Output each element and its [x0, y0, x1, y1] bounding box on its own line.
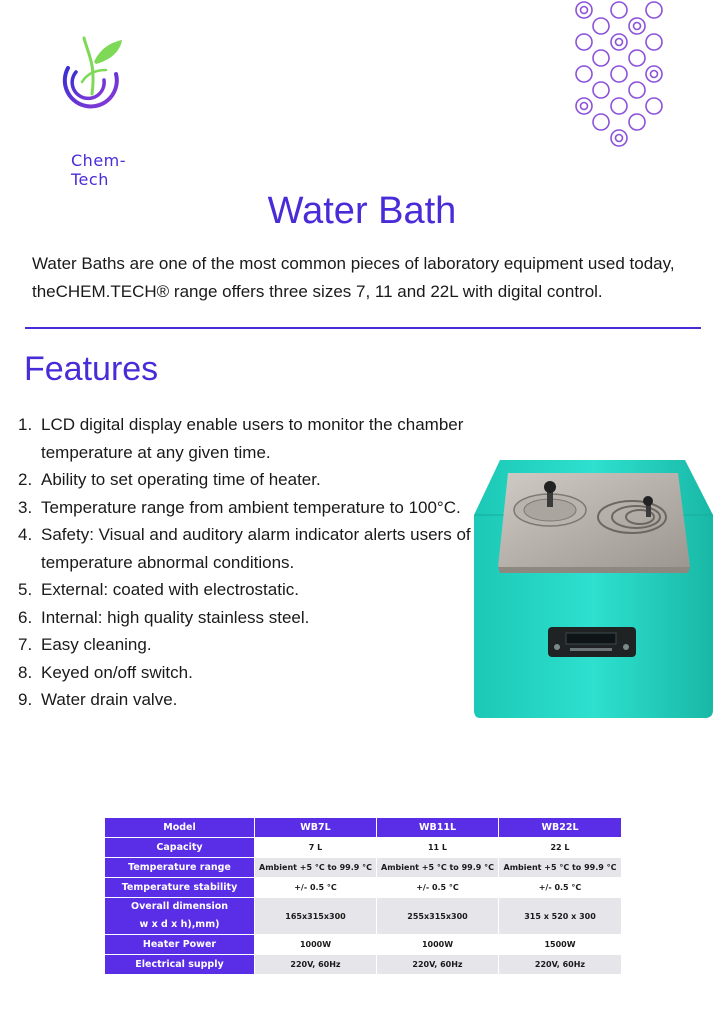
feature-item: 8. Keyed on/off switch. [18, 662, 193, 682]
table-cell: +/- 0.5 °C [499, 878, 622, 898]
page-title: Water Bath [267, 190, 457, 232]
water-bath-photo-icon [470, 455, 715, 720]
table-cell: 220V, 60Hz [499, 955, 622, 975]
specs-table [104, 817, 622, 975]
table-cell: 22 L [499, 838, 622, 858]
table-row [105, 878, 622, 898]
feature-item: 4. Safety: Visual and auditory alarm indicator alerts users of temperature abnormal conditions. [18, 525, 471, 572]
brand-name: Chem-Tech [71, 151, 127, 189]
column-header: Model [105, 818, 255, 838]
feature-item: 3. Temperature range from ambient temperature to 100°C. [18, 497, 461, 517]
row-label [105, 898, 255, 935]
table-cell: 11 L [377, 838, 499, 858]
row-label: Temperature range [105, 858, 255, 878]
table-cell: +/- 0.5 °C [255, 878, 377, 898]
table-header-row [105, 818, 622, 838]
table-cell: Ambient +5 °C to 99.9 °C [255, 858, 377, 878]
table-cell: 220V, 60Hz [377, 955, 499, 975]
features-list [18, 411, 488, 714]
feature-item: 1. LCD digital display enable users to monitor the chamber temperature at any given time. [18, 415, 464, 462]
table-row [105, 898, 622, 935]
feature-item: 7. Easy cleaning. [18, 635, 152, 654]
column-header: WB11L [377, 818, 499, 838]
row-label: Electrical supply [105, 955, 255, 975]
table-row [105, 858, 622, 878]
table-cell: 1500W [499, 935, 622, 955]
table-cell: Ambient +5 °C to 99.9 °C [499, 858, 622, 878]
section-divider [25, 327, 701, 329]
table-cell: 220V, 60Hz [255, 955, 377, 975]
feature-item: 6. Internal: high quality stainless steel. [18, 607, 310, 627]
table-cell: 255x315x300 [377, 898, 499, 935]
table-cell: 1000W [377, 935, 499, 955]
table-cell: Ambient +5 °C to 99.9 °C [377, 858, 499, 878]
features-heading: Features [24, 350, 159, 388]
ornamental-pattern-icon [566, 0, 672, 150]
intro-paragraph: Water Baths are one of the most common pieces of laboratory equipment used today, theCHEM.TECH® range offers three sizes 7, 11 and 22L with digital control. [32, 254, 675, 301]
table-cell: 315 x 520 x 300 [499, 898, 622, 935]
table-cell: 1000W [255, 935, 377, 955]
table-cell: +/- 0.5 °C [377, 878, 499, 898]
table-row [105, 935, 622, 955]
leaf-circle-logo-icon [52, 34, 127, 114]
table-row [105, 955, 622, 975]
row-label: Capacity [105, 838, 255, 858]
feature-item: 2. Ability to set operating time of heater. [18, 470, 321, 489]
feature-item: 9. Water drain valve. [18, 690, 178, 709]
row-label: Temperature stability [105, 878, 255, 898]
table-cell: 7 L [255, 838, 377, 858]
feature-item: 5. External: coated with electrostatic. [18, 580, 299, 599]
column-header: WB7L [255, 818, 377, 838]
row-label: Heater Power [105, 935, 255, 955]
row-label-line: w x d x h),mm) [139, 919, 220, 930]
column-header: WB22L [499, 818, 622, 838]
company-logo [34, 34, 144, 189]
row-label-line: Overall dimension [131, 901, 228, 912]
table-row [105, 838, 622, 858]
table-cell: 165x315x300 [255, 898, 377, 935]
